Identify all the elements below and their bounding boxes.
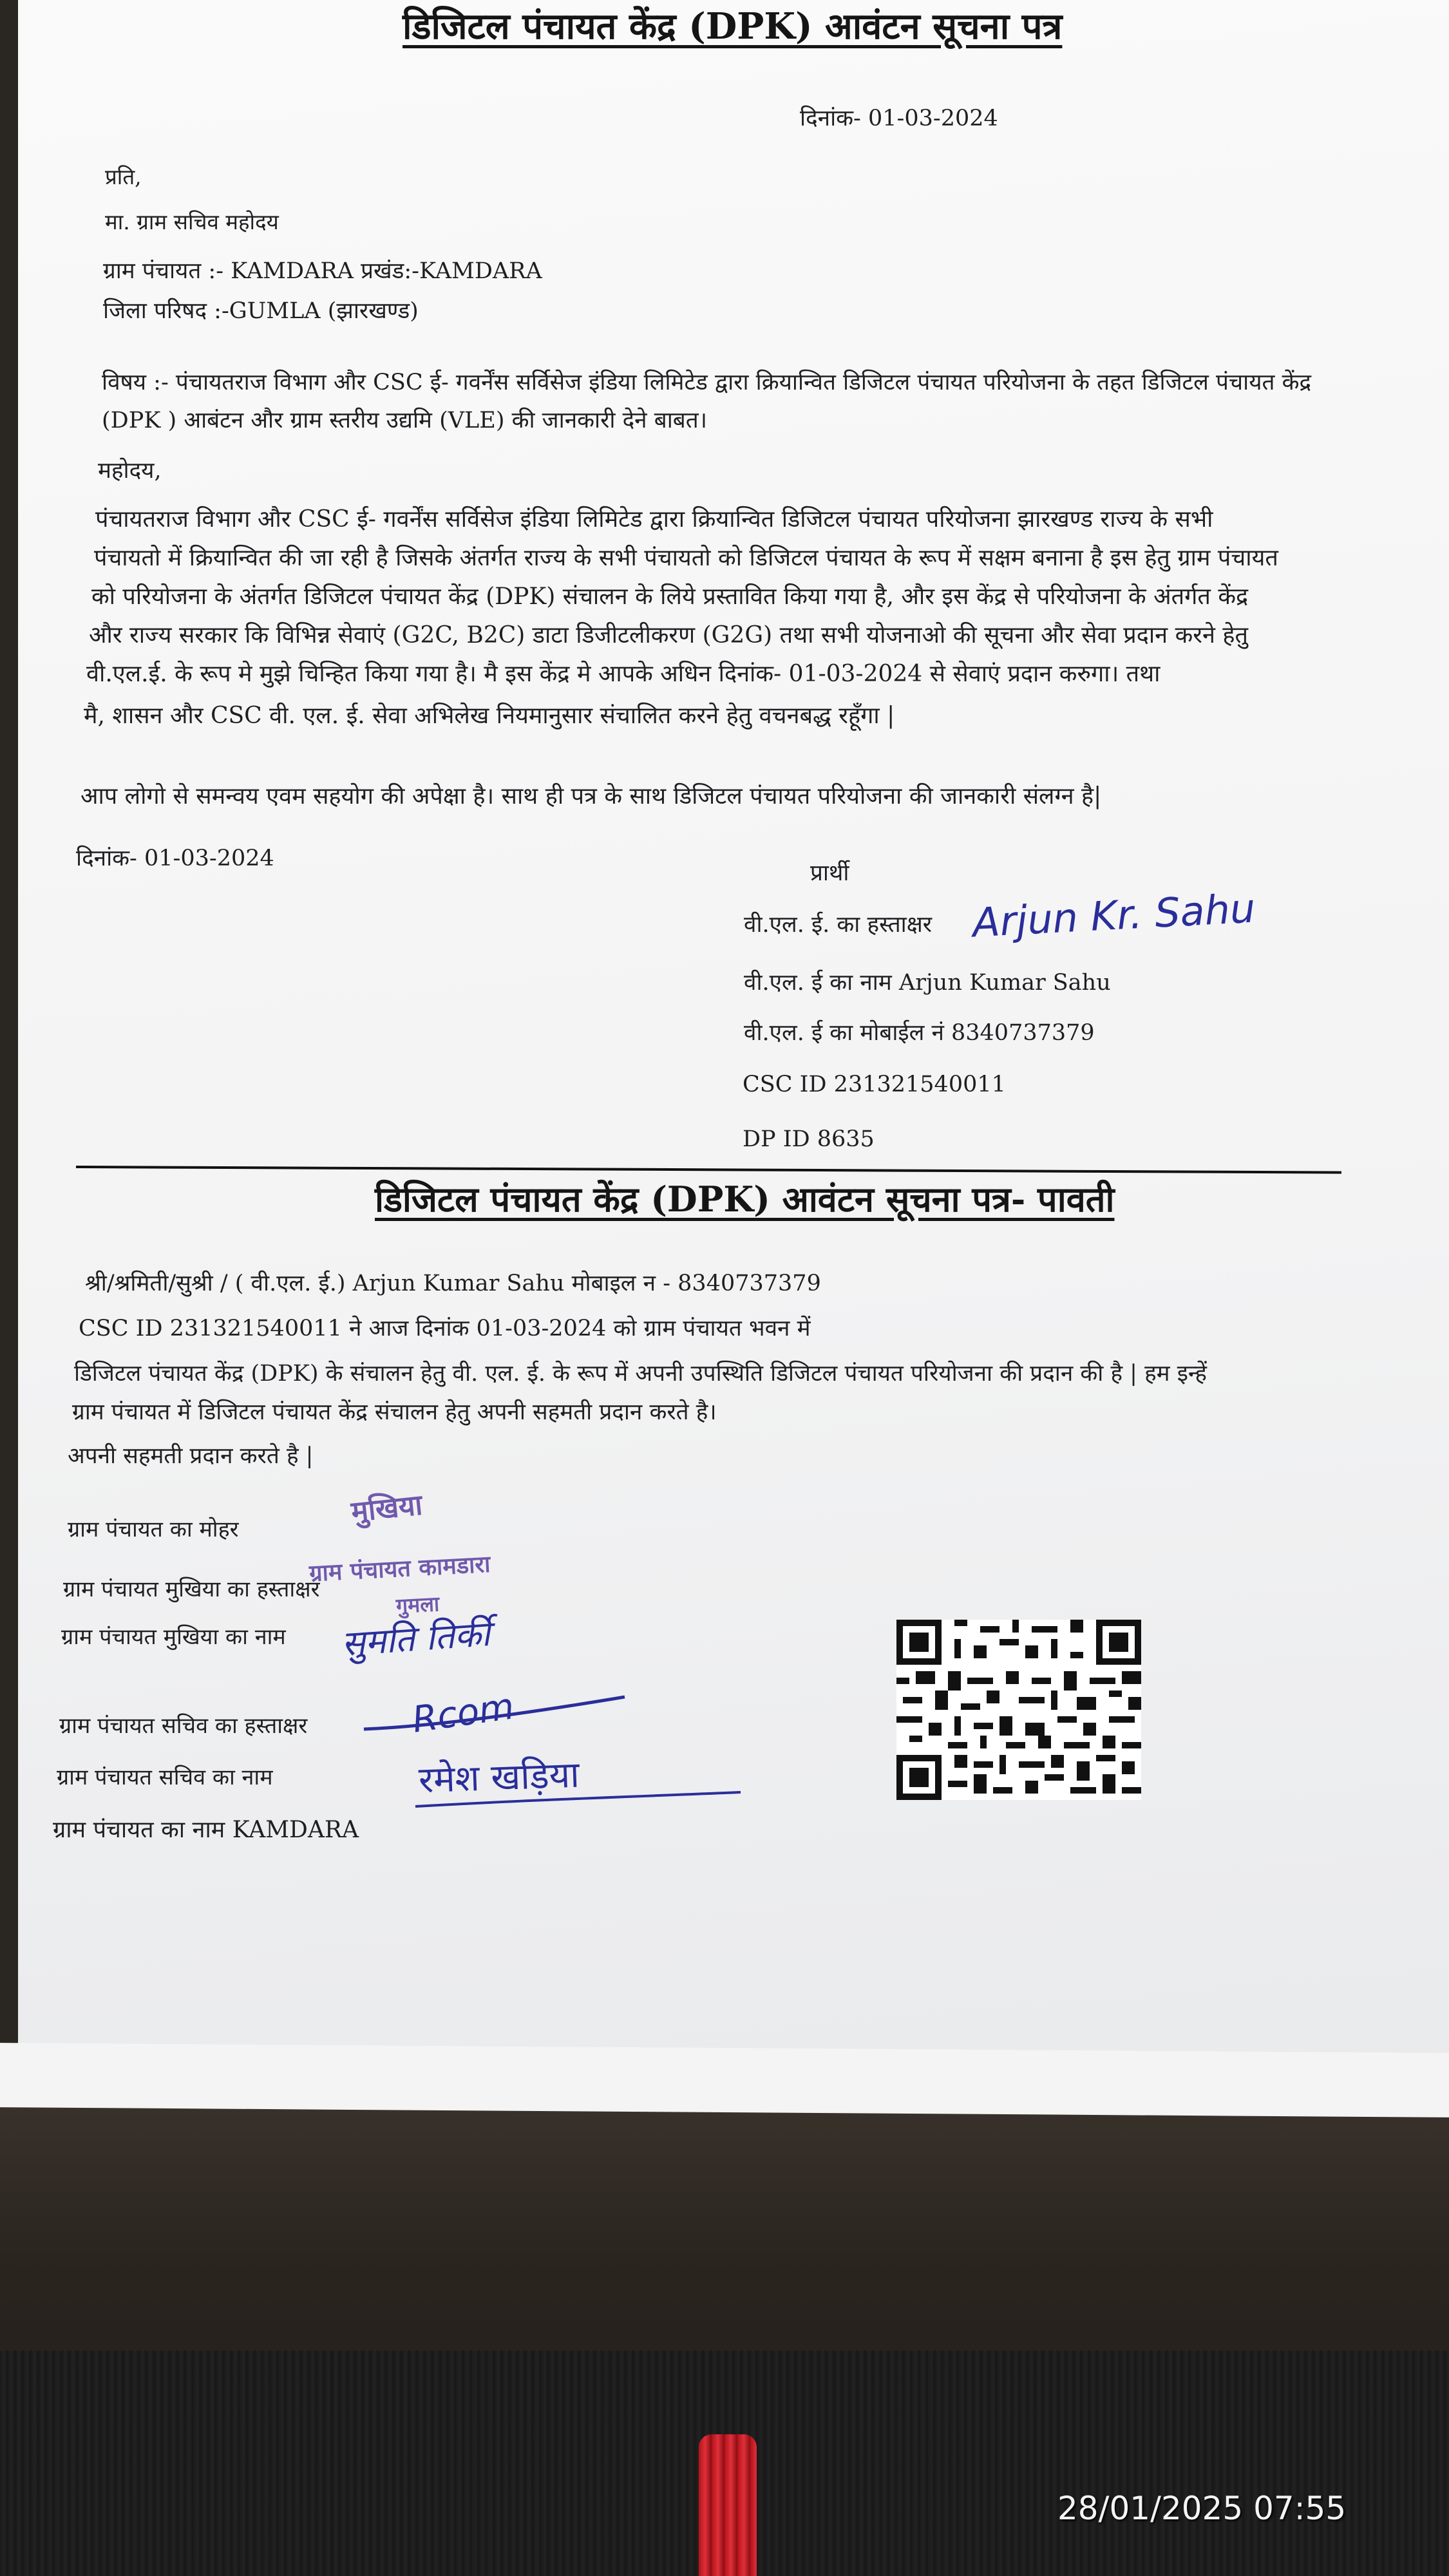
- name-underline-stroke: [412, 1790, 747, 1810]
- vle-signature: Arjun Kr. Sahu: [971, 884, 1256, 947]
- to-label: प्रति,: [105, 164, 142, 189]
- applicant-label: प्रार्थी: [810, 860, 849, 886]
- sachiv-name-label: ग्राम पंचायत सचिव का नाम: [57, 1765, 273, 1790]
- red-zipper: [699, 2434, 757, 2576]
- panchayat-stamp: ग्राम पंचायत कामडारा: [308, 1551, 491, 1587]
- addressee: मा. ग्राम सचिव महोदय: [105, 209, 279, 234]
- receipt-line-3: डिजिटल पंचायत केंद्र (DPK) के संचालन हेतु वी. एल. ई. के रूप में अपनी उपस्थिति डिजिटल पंचायत परियोजना की प्रदान की है | हम इन्हें: [74, 1361, 1207, 1387]
- date-bottom: दिनांक- 01-03-2024: [76, 846, 274, 871]
- panchayat-name: ग्राम पंचायत का नाम KAMDARA: [53, 1817, 359, 1843]
- date-top: दिनांक- 01-03-2024: [800, 106, 998, 131]
- district-line: जिला परिषद :-GUMLA (झारखण्ड): [103, 298, 419, 324]
- sachiv-sign-label: ग्राम पंचायत सचिव का हस्ताक्षर: [59, 1713, 308, 1739]
- body-line: पंचायतराज विभाग और CSC ई- गवर्नेंस सर्विसेज इंडिया लिमिटेड द्वारा क्रियान्वित डिजिटल पंचायत परियोजना झारखण्ड राज्य के सभी: [95, 506, 1213, 533]
- sachiv-signature: Rcom: [410, 1685, 517, 1741]
- body-line: वी.एल.ई. के रूप मे मुझे चिन्हित किया गया है। मै इस केंद्र मे आपके अधिन दिनांक- 01-03-2024 से सेवाएं प्रदान करुगा। तथा: [86, 661, 1160, 687]
- vle-mobile: वी.एल. ई का मोबाईल नं 8340737379: [744, 1020, 1095, 1046]
- signature-stroke: [361, 1694, 631, 1739]
- mukhiya-sign-label: ग्राम पंचायत मुखिया का हस्ताक्षर: [63, 1577, 320, 1602]
- mukhiya-name-label: ग्राम पंचायत मुखिया का नाम: [61, 1624, 286, 1650]
- receipt-line-4: ग्राम पंचायत में डिजिटल पंचायत केंद्र संचालन हेतु अपनी सहमती प्रदान करते है।: [72, 1399, 717, 1425]
- receipt-title: डिजिटल पंचायत केंद्र (DPK) आवंटन सूचना पत्र- पावती: [375, 1179, 1115, 1220]
- seal-label: ग्राम पंचायत का मोहर: [68, 1517, 239, 1542]
- mukhiya-name-handwritten: सुमति तिर्की: [340, 1613, 492, 1664]
- mukhiya-stamp: मुखिया: [349, 1488, 424, 1529]
- vle-name: वी.एल. ई का नाम Arjun Kumar Sahu: [744, 970, 1111, 996]
- salutation: महोदय,: [98, 458, 162, 484]
- paper-edge: [0, 2043, 1449, 2117]
- body-line: पंचायतो में क्रियान्वित की जा रही है जिसके अंतर्गत राज्य के सभी पंचायतो को डिजिटल पंचायत के रूप में सक्षम बनाना है इस हेतु ग्राम पंचायत: [94, 545, 1278, 571]
- body-line: को परियोजना के अंतर्गत डिजिटल पंचायत केंद्र (DPK) संचालन के लिये प्रस्तावित किया गया है, और इस केंद्र से परियोजना के अंतर्गत केंद्र: [91, 583, 1249, 610]
- gram-panchayat-line: ग्राम पंचायत :- KAMDARA प्रखंड:-KAMDARA: [103, 258, 542, 284]
- receipt-line-5: अपनी सहमती प्रदान करते है |: [68, 1443, 314, 1469]
- gumla-stamp: गुमला: [395, 1591, 440, 1618]
- csc-id: CSC ID 231321540011: [743, 1072, 1006, 1097]
- receipt-line-1: श्री/श्रमिती/सुश्री / ( वी.एल. ई.) Arjun Kumar Sahu मोबाइल न - 8340737379: [85, 1271, 821, 1296]
- letter-title: डिजिटल पंचायत केंद्र (DPK) आवंटन सूचना पत्र: [402, 5, 1063, 48]
- cooperation-line: आप लोगो से समन्वय एवम सहयोग की अपेक्षा है। साथ ही पत्र के साथ डिजिटल पंचायत परियोजना की जानकारी संलग्न है|: [80, 783, 1102, 810]
- sachiv-name-handwritten: रमेश खड़िया: [418, 1754, 580, 1802]
- dp-id: DP ID 8635: [743, 1126, 875, 1152]
- body-line: और राज्य सरकार कि विभिन्न सेवाएं (G2C, B2C) डाटा डिजीटलीकरण (G2G) तथा सभी योजनाओ की सूचना और सेवा प्रदान करने हेतु: [89, 622, 1249, 649]
- qr-code: [896, 1620, 1141, 1800]
- photo-timestamp: 28/01/2025 07:55: [1057, 2490, 1347, 2527]
- receipt-line-2: CSC ID 231321540011 ने आज दिनांक 01-03-2024 को ग्राम पंचायत भवन में: [79, 1316, 811, 1341]
- vle-signature-label: वी.एल. ई. का हस्ताक्षर: [744, 912, 933, 938]
- subject: विषय :- पंचायतराज विभाग और CSC ई- गवर्नेंस सर्विसेज इंडिया लिमिटेड द्वारा क्रियान्वित डिजिटल पंचायत परियोजना के तहत डिजिटल पंचायत केंद्र (DPK ) आबंटन और ग्राम स्तरीय उद्यमि (VLE) की जानकारी देने बाबत।: [102, 370, 1312, 433]
- body-line: मै, शासन और CSC वी. एल. ई. सेवा अभिलेख नियमानुसार संचालित करने हेतु वचनबद्ध रहूँगा |: [84, 703, 895, 729]
